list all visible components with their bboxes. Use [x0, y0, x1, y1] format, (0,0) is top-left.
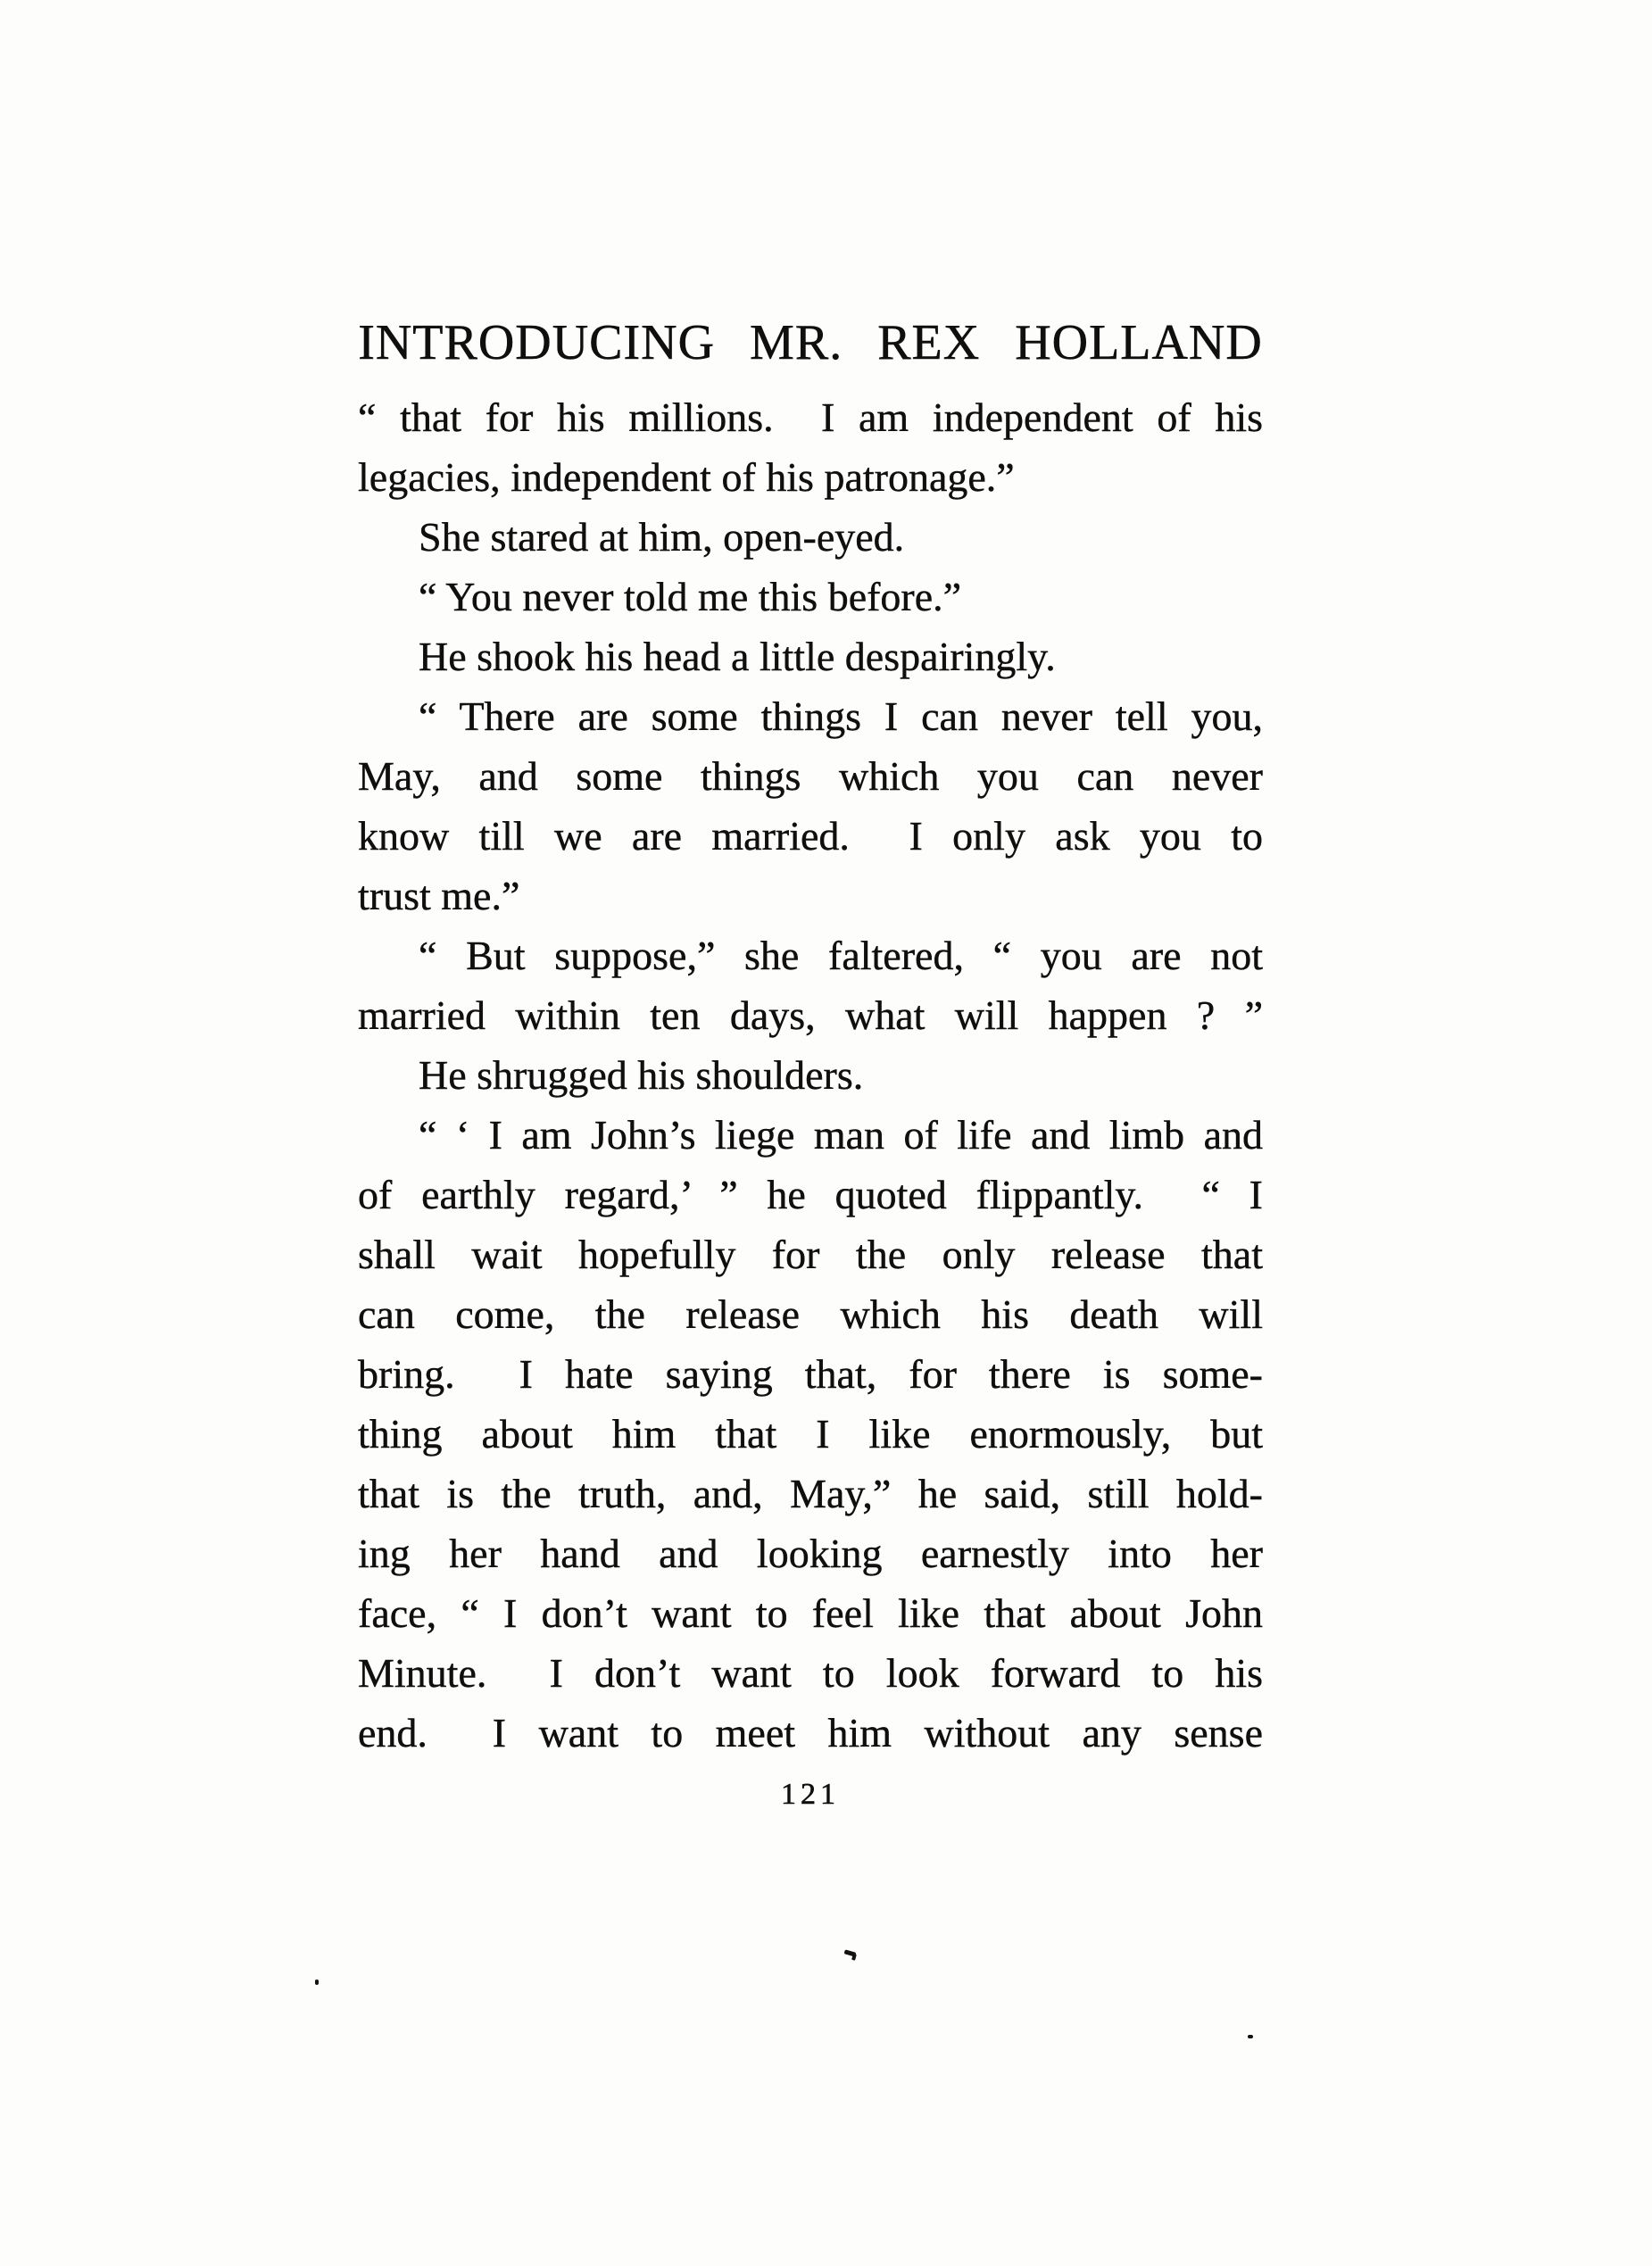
ink-speck-icon	[1248, 2035, 1253, 2038]
text-line: that is the truth, and, May,” he said, still hold-	[358, 1471, 1263, 1516]
text-line: legacies, independent of his patronage.”	[358, 454, 1015, 500]
text-line: “ There are some things I can never tell you,	[419, 693, 1263, 739]
text-line: May, and some things which you can never	[358, 753, 1263, 799]
text-line: face, “ I don’t want to feel like that about John	[358, 1590, 1263, 1636]
page-number: 121	[781, 1778, 840, 1811]
text-line: married within ten days, what will happen ? ”	[358, 992, 1263, 1038]
text-line: trust me.”	[358, 873, 520, 918]
text-line: know till we are married. I only ask you to	[358, 813, 1263, 859]
text-line: can come, the release which his death will	[358, 1291, 1263, 1337]
text-line: “ ‘ I am John’s liege man of life and limb and	[419, 1112, 1263, 1158]
text-line: “ that for his millions. I am independent of his	[358, 394, 1263, 440]
text-block	[358, 387, 1263, 1763]
text-line: He shrugged his shoulders.	[419, 1052, 864, 1098]
text-line: “ But suppose,” she faltered, “ you are not	[419, 933, 1263, 978]
text-line: Minute. I don’t want to look forward to his	[358, 1650, 1263, 1696]
text-line: of earthly regard,’ ” he quoted flippantly. “ I	[358, 1172, 1263, 1217]
text-line: end. I want to meet him without any sense	[358, 1710, 1263, 1756]
chapter-header: INTRODUCING MR. REX HOLLAND	[358, 315, 1263, 370]
text-line: He shook his head a little despairingly.	[419, 634, 1056, 679]
text-line: ing her hand and looking earnestly into her	[358, 1531, 1263, 1576]
ink-speck-icon	[844, 1949, 857, 1956]
text-line: “ You never told me this before.”	[419, 574, 962, 619]
text-line: She stared at him, open-eyed.	[419, 514, 905, 560]
text-line: thing about him that I like enormously, but	[358, 1411, 1263, 1457]
text-line: shall wait hopefully for the only release that	[358, 1232, 1263, 1277]
text-line: bring. I hate saying that, for there is some-	[358, 1351, 1263, 1397]
ink-speck-icon	[315, 1980, 319, 1985]
